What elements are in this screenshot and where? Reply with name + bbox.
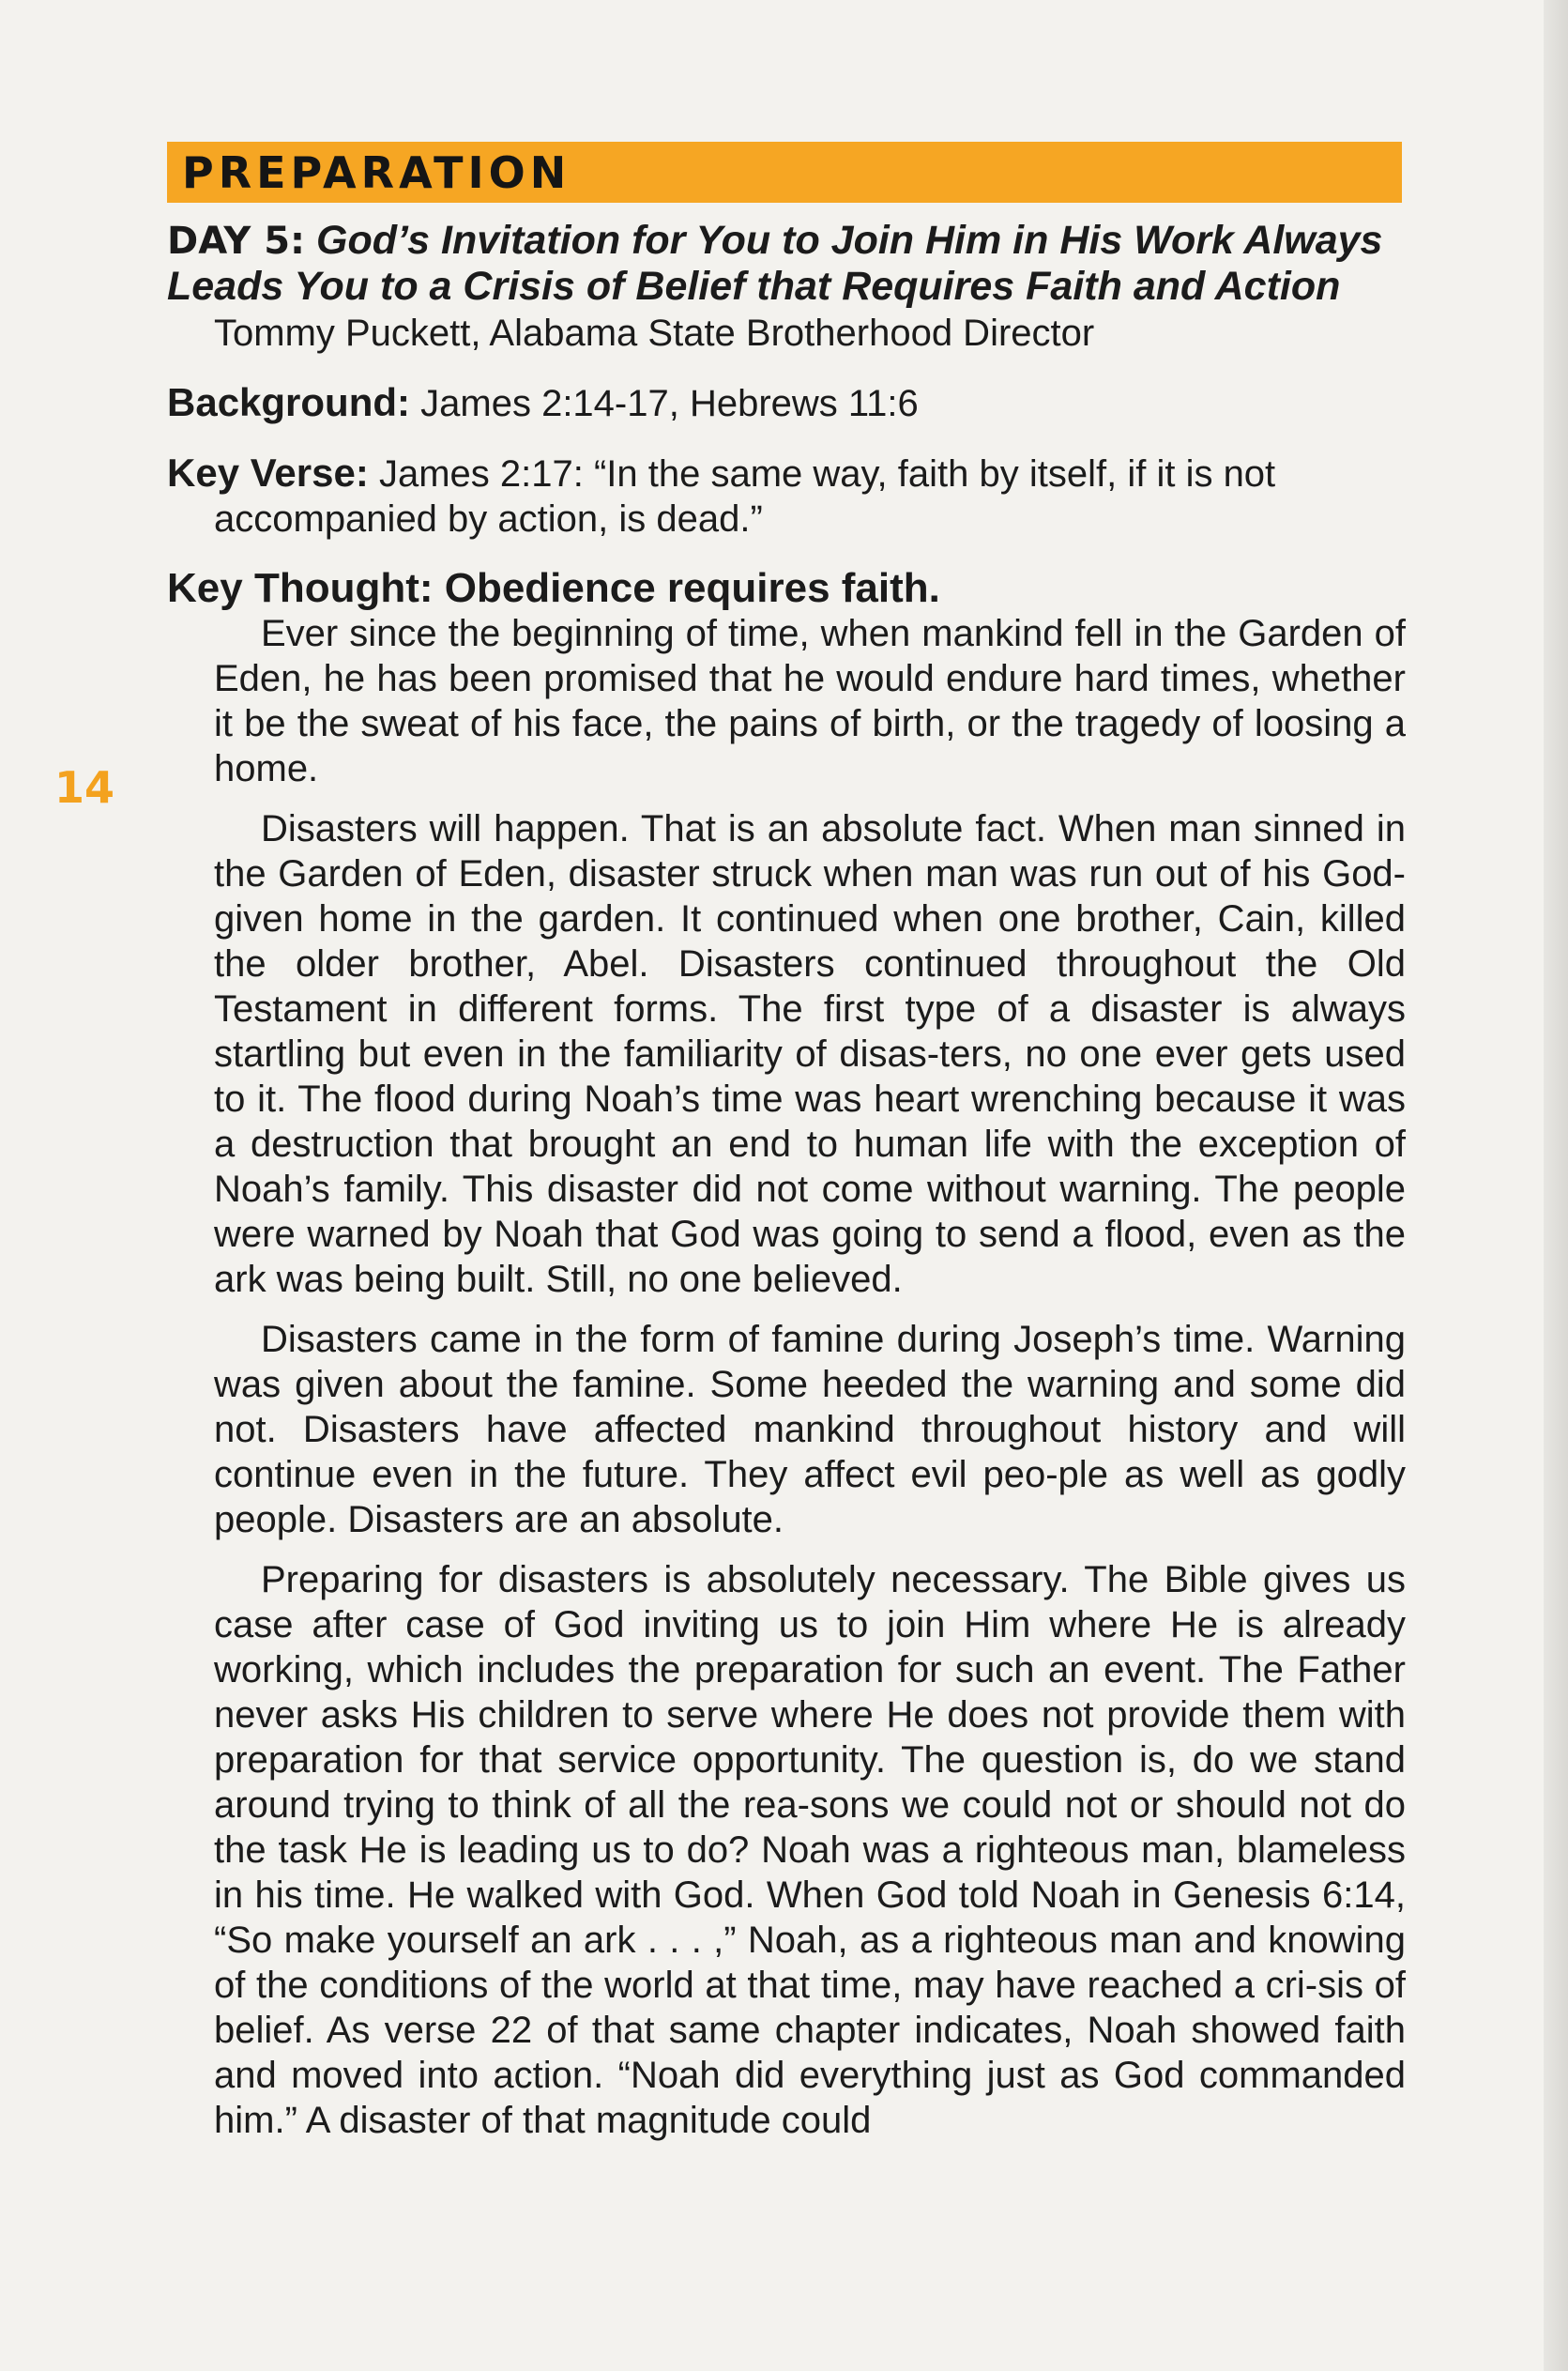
background-field <box>167 380 1406 426</box>
key-verse-field <box>167 451 1406 542</box>
key-thought: Key Thought: Obedience requires faith. <box>167 565 940 611</box>
section-banner-label: PREPARATION <box>182 147 571 198</box>
day-title: God’s Invitation for You to Join Him in His Work Always Leads You to a Crisis of Belief that Requires Faith and Action <box>167 218 1383 309</box>
page-number: 14 <box>54 762 115 813</box>
body-paragraph: Disasters came in the form of famine during Joseph’s time. Warning was given about the famine. Some heeded the warning and some did not. Disasters have affected mankind throughout history and will continue even in the future. They affect evil peo-ple as well as godly people. Disasters are an absolute. <box>214 1319 1406 1540</box>
key-verse-text: James 2:17: “In the same way, faith by itself, if it is not accompanied by action, is dead.” <box>214 453 1276 540</box>
page-edge <box>1544 0 1568 2371</box>
body-paragraph: Ever since the beginning of time, when mankind fell in the Garden of Eden, he has been promised that he would endure hard times, whether it be the sweat of his face, the pains of birth, or the tragedy of loosing a home. <box>214 613 1406 789</box>
background-label: Background: <box>167 380 411 424</box>
day-heading <box>167 218 1406 309</box>
author-line: Tommy Puckett, Alabama State Brotherhood Director <box>214 313 1095 354</box>
body-paragraph: Disasters will happen. That is an absolute fact. When man sinned in the Garden of Eden, disaster struck when man was run out of his God-given home in the garden. It continued when one brother, Cain, killed the older brother, Abel. Disasters continued throughout the Old Testament in different forms. The first type of a disaster is always startling but even in the familiarity of disas-ters, no one ever gets used to it. The flood during Noah’s time was heart wrenching because it was a destruction that brought an end to human life with the exception of Noah’s family. This disaster did not come without warning. The people were warned by Noah that God was going to send a flood, even as the ark was being built. Still, no one believed. <box>214 808 1406 1300</box>
background-text: James 2:14-17, Hebrews 11:6 <box>420 383 919 424</box>
body-text <box>214 611 1406 2143</box>
lesson-content <box>167 218 1406 2158</box>
body-paragraph: Preparing for disasters is absolutely necessary. The Bible gives us case after case of God inviting us to join Him where He is already working, which includes the preparation for such an event. The Father never asks His children to serve where He does not provide them with preparation for that service opportunity. The question is, do we stand around trying to think of all the rea-sons we could not or should not do the task He is leading us to do? Noah was a righteous man, blameless in his time. He walked with God. When God told Noah in Genesis 6:14, “So make yourself an ark . . . ,” Noah, as a righteous man and knowing of the conditions of the world at that time, may have reached a cri-sis of belief. As verse 22 of that same chapter indicates, Noah showed faith and moved into action. “Noah did everything just as God commanded him.” A disaster of that magnitude could <box>214 1559 1406 2141</box>
key-verse-label: Key Verse: <box>167 451 369 495</box>
section-banner <box>167 142 1402 203</box>
day-label: DAY 5: <box>167 220 306 263</box>
